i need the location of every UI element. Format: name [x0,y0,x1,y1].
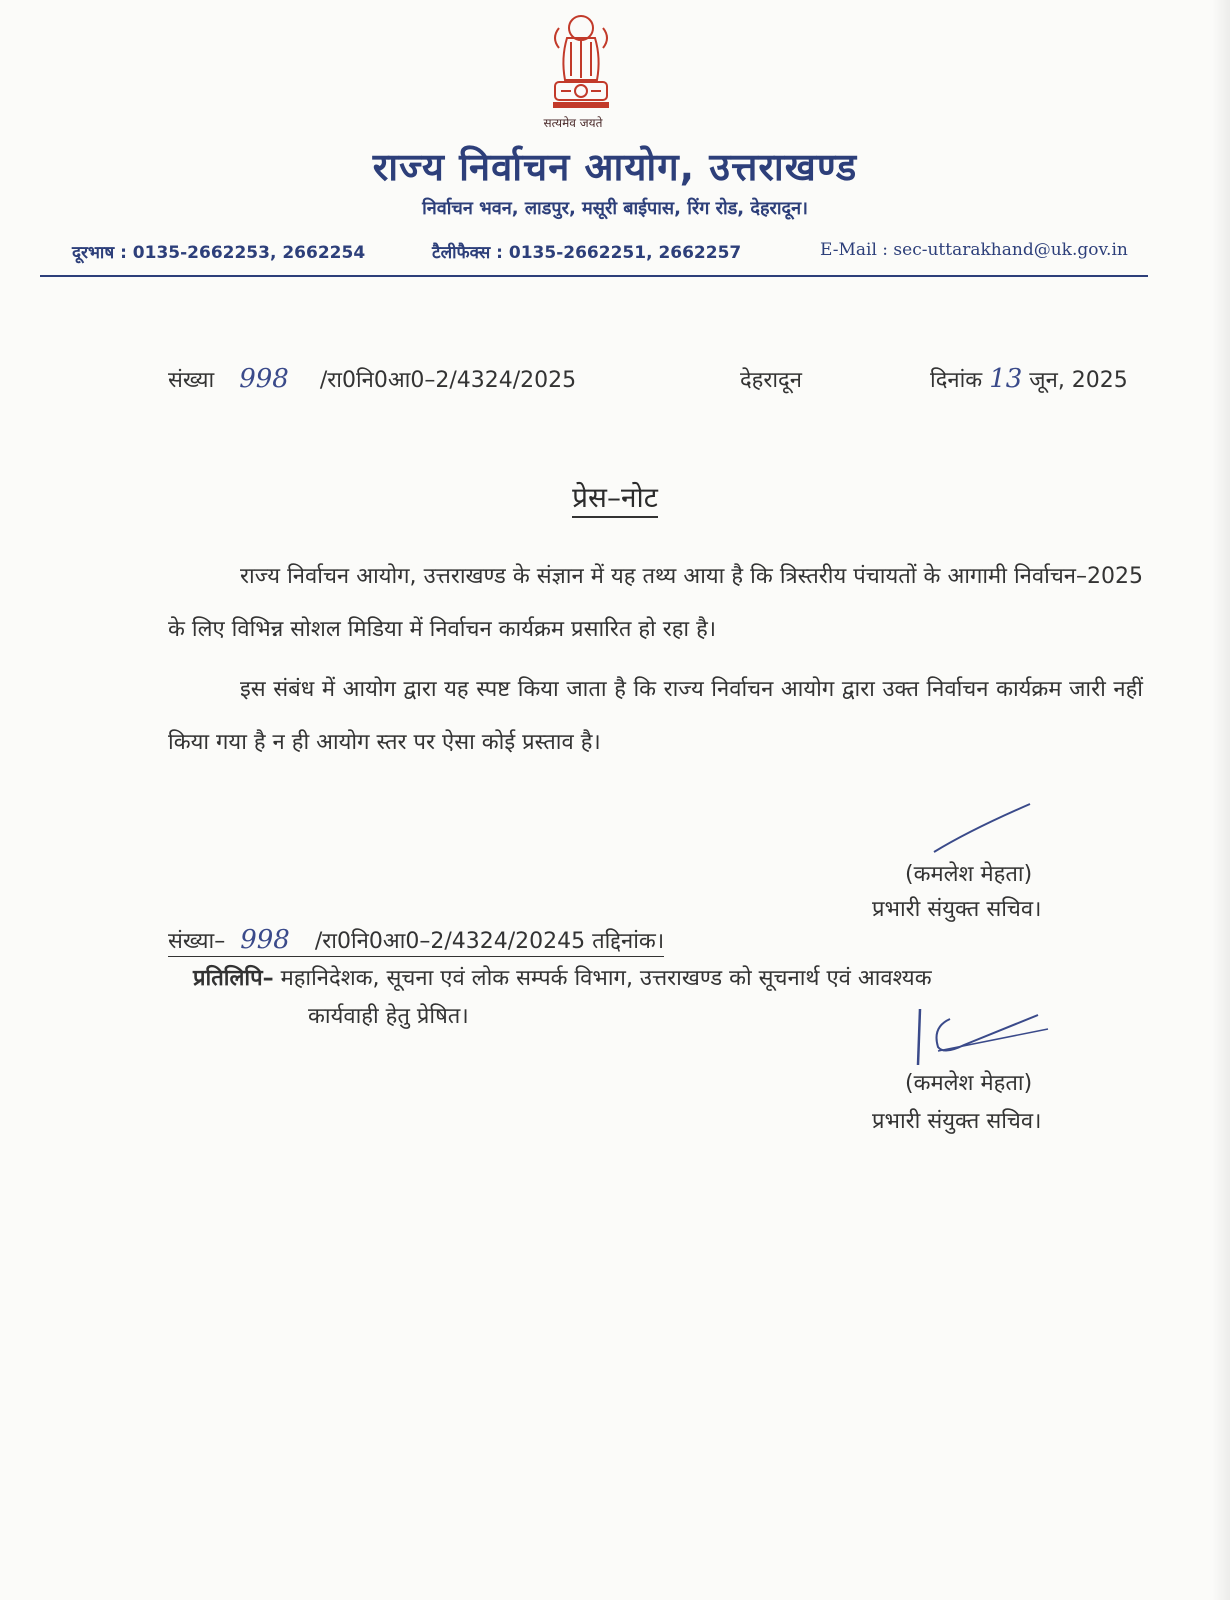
organization-address: निर्वाचन भवन, लाडपुर, मसूरी बाईपास, रिंग रोड, देहरादून। [422,198,808,219]
date-month-year: जून, 2025 [1029,368,1128,393]
reference-label: संख्या [168,368,215,393]
paragraph-1-text: राज्य निर्वाचन आयोग, उत्तराखण्ड के संज्ञान में यह तथ्य आया है कि त्रिस्तरीय पंचायतों के आगामी निर्वाचन–2025 के लिए विभिन्न सोशल मिडिया में निर्वाचन कार्यक्रम प्रसारित हो रहा है। [168,564,1143,642]
copy-reference [168,925,664,957]
press-note-heading [0,478,1230,516]
reference-place: देहरादून [740,368,802,393]
scan-edge-shadow [1212,0,1230,1600]
copy-to-continuation: कार्यवाही हेतु प्रेषित। [308,1004,469,1029]
copy-handwritten-number: 998 [240,925,290,955]
reference-number [168,364,576,394]
body-paragraph-1 [168,550,1143,656]
copy-to-label: प्रतिलिपि– [193,966,274,991]
emblem-motto: सत्यमेव जयते [543,116,603,130]
body-paragraph-2 [168,663,1143,769]
copy-reference-code: /रा0नि0आ0–2/4324/20245 तद्दिनांक। [314,929,665,954]
letterhead-divider [40,275,1148,277]
fax-numbers: टैलीफैक्स : 0135-2662251, 2662257 [432,243,742,263]
reference-code: /रा0नि0आ0–2/4324/2025 [319,368,577,393]
phone-numbers: दूरभाष : 0135-2662253, 2662254 [72,243,366,263]
reference-date [930,364,1128,394]
copy-to-text: महानिदेशक, सूचना एवं लोक सम्पर्क विभाग, उत्तराखण्ड को सूचनार्थ एवं आवश्यक [280,966,932,991]
organization-title: राज्य निर्वाचन आयोग, उत्तराखण्ड [372,145,858,189]
signature-1-stroke [930,800,1040,860]
reference-handwritten-number: 998 [239,364,289,394]
signatory-1-name: (कमलेश मेहता) [905,862,1033,887]
signatory-2-title: प्रभारी संयुक्त सचिव। [872,1109,1042,1134]
paragraph-2-text: इस संबंध में आयोग द्वारा यह स्पष्ट किया जाता है कि राज्य निर्वाचन आयोग द्वारा उक्त निर्वाचन कार्यक्रम जारी नहीं किया गया है न ही आयोग स्तर पर ऐसा कोई प्रस्ताव है। [168,677,1143,755]
date-handwritten-day: 13 [989,364,1023,394]
date-label: दिनांक [930,368,983,393]
copy-reference-label: संख्या– [168,929,226,954]
national-emblem-icon [541,8,621,120]
signatory-2-name: (कमलेश मेहता) [905,1071,1033,1096]
press-note-title: प्रेस–नोट [572,481,658,518]
copy-to-line [193,962,1138,992]
signatory-1-title: प्रभारी संयुक्त सचिव। [872,897,1042,922]
email-address: E-Mail : sec-uttarakhand@uk.gov.in [820,240,1128,260]
